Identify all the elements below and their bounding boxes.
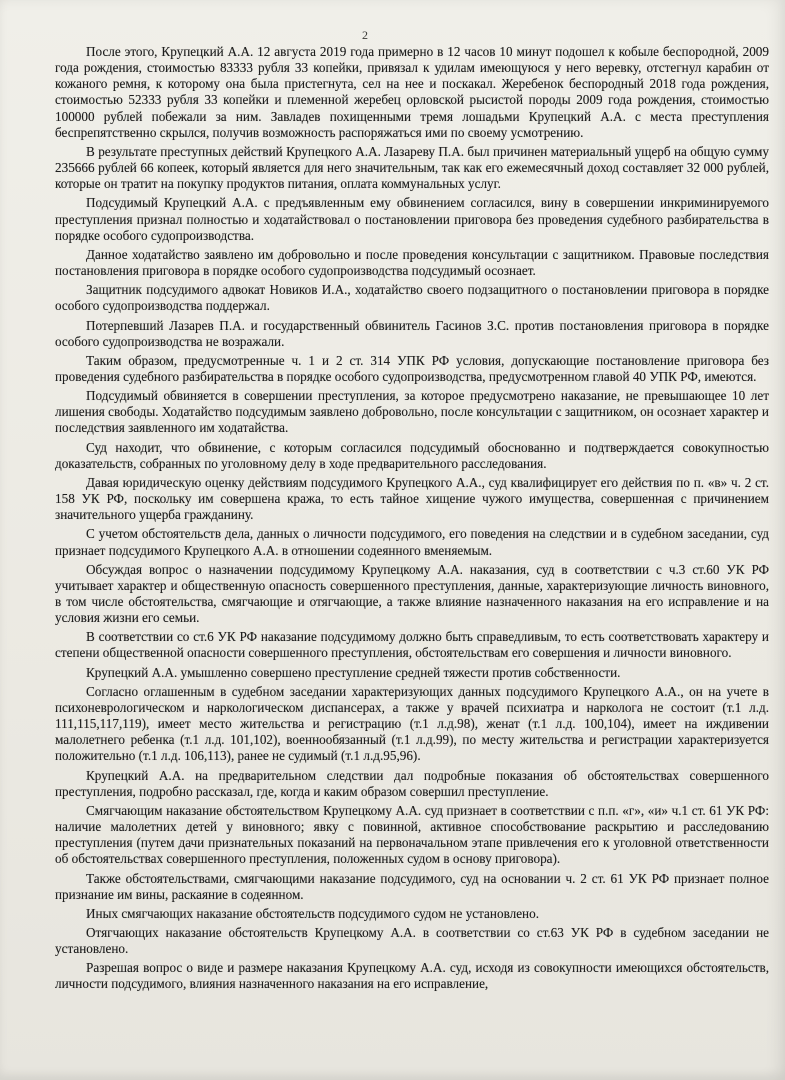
paragraph: В результате преступных действий Крупецкого А.А. Лазареву П.А. был причинен материальный ущерб на общую сумму 235666 рублей 66 копеек, который является для него значительным, так как его ежемесячный доход составляет 32 000 рублей, которые он тратит на покупку продуктов питания, оплата коммунальных услуг. [55,143,769,192]
paragraph: Согласно оглашенным в судебном заседании характеризующих данных подсудимого Крупецкого А.А., он на учете в психоневрологическом и наркологическом диспансерах, а также у врачей психиатра и нарколога не состоит (т.1 л.д. 111,115,117,119), имеет место жительства и регистрацию (т.1 л.д.98), женат (т.1 л.д. 100,104), имеет на иждивении малолетнего ребенка (т.1 л.д. 101,102), военнообязанный (т.1 л.д.99), по месту жительства и регистрации характеризуется положительно (т.1 л.д. 106,113), ранее не судимый (т.1 л.д.95,96). [55,683,769,764]
paragraph: Защитник подсудимого адвокат Новиков И.А., ходатайство своего подзащитного о постановлении приговора в порядке особого судопроизводства поддержал. [55,282,769,314]
paragraph: В соответствии со ст.6 УК РФ наказание подсудимому должно быть справедливым, то есть соответствовать характеру и степени общественной опасности совершенного преступления, обстоятельствам его совершения и личности виновного. [55,629,769,661]
paragraph: Отягчающих наказание обстоятельств Крупецкому А.А. в соответствии со ст.63 УК РФ в судебном заседании не установлено. [55,924,769,957]
paragraph: Также обстоятельствами, смягчающими наказание подсудимого, суд на основании ч. 2 ст. 61 УК РФ признает полное признание им вины, раскаяние в содеянном. [55,870,769,902]
paragraph: Крупецкий А.А. умышленно совершено преступление средней тяжести против собственности. [86,664,621,680]
document-body [55,44,769,996]
paragraph: Потерпевший Лазарев П.А. и государственный обвинитель Гасинов З.С. против постановления приговора в порядке особого судопроизводства не возражали. [55,317,769,349]
paragraph: Данное ходатайство заявлено им добровольно и после проведения консультации с защитником. Правовые последствия постановления приговора в порядке особого судопроизводства подсудимый осознает. [55,246,769,279]
paragraph: С учетом обстоятельств дела, данных о личности подсудимого, его поведения на следствии и в судебном заседании, суд признает подсудимого Крупецкого А.А. в отношении содеянного вменяемым. [55,526,769,558]
paragraph: После этого, Крупецкий А.А. 12 августа 2019 года примерно в 12 часов 10 минут подошел к кобыле беспородной, 2009 года рождения, стоимостью 83333 рубля 33 копейки, привязал к удилам имеющуюся у него веревку, отстегнул карабин от кожаного ремня, к которому она была пристегнута, сел на нее и поскакал. Жеребенок беспородный 2018 года рождения, стоимостью 52333 рубля 33 копейки и племенной жеребец орловской рысистой породы 2009 года рождения, стоимостью 100000 рублей побежали за ним. Завладев похищенными тремя лошадьми Крупецкий А.А. с места преступления беспрепятственно скрылся, получив возможность распоряжаться ими по своему усмотрению. [55,44,769,140]
paragraph: Давая юридическую оценку действиям подсудимого Крупецкого А.А., суд квалифицирует его действия по п. «в» ч. 2 ст. 158 УК РФ, поскольку им совершена кража, то есть тайное хищение чужого имущества, совершенная с причинением значительного ущерба гражданину. [55,474,769,523]
paragraph: Иных смягчающих наказание обстоятельств подсудимого судом не установлено. [86,905,540,921]
paragraph: Таким образом, предусмотренные ч. 1 и 2 ст. 314 УПК РФ условия, допускающие постановление приговора без проведения судебного разбирательства в порядке особого судопроизводства, предусмотренном главой 40 УПК РФ, имеются. [55,352,769,384]
paragraph: Разрешая вопрос о виде и размере наказания Крупецкому А.А. суд, исходя из совокупности имеющихся обстоятельств, личности подсудимого, влияния назначенного наказания на его исправление, [55,960,769,992]
page-number: 2 [362,28,368,42]
paragraph: Крупецкий А.А. на предварительном следствии дал подробные показания об обстоятельствах совершенного преступления, подробно рассказал, где, когда и каким образом совершил преступление. [55,767,769,799]
paragraph: Суд находит, что обвинение, с которым согласился подсудимый обоснованно и подтверждается совокупностью доказательств, собранных по уголовному делу в ходе предварительного расследования. [55,439,769,471]
paragraph: Обсуждая вопрос о назначении подсудимому Крупецкому А.А. наказания, суд в соответствии с ч.3 ст.60 УК РФ учитывает характер и общественную опасность совершенного преступления, данные, характеризующие личность виновного, в том числе обстоятельства, смягчающие и отягчающие, а также влияние назначенного наказания на его исправление и на условия жизни его семьи. [55,561,769,626]
paragraph: Подсудимый обвиняется в совершении преступления, за которое предусмотрено наказание, не превышающее 10 лет лишения свободы. Ходатайство подсудимым заявлено добровольно, после консультации с защитником, он осознает характер и последствия заявленного им ходатайства. [55,388,769,436]
paragraph: Смягчающим наказание обстоятельством Крупецкому А.А. суд признает в соответствии с п.п. «г», «и» ч.1 ст. 61 УК РФ: наличие малолетних детей у виновного; явку с повинной, активное способствование раскрытию и расследованию преступления (путем дачи признательных показаний на первоначальном этапе привлечения его к уголовной ответственности об обстоятельствах совершенного преступления, положенных судом в основу приговора). [55,802,769,867]
paragraph: Подсудимый Крупецкий А.А. с предъявленным ему обвинением согласился, вину в совершении инкриминируемого преступления признал полностью и ходатайствовал о постановлении приговора без проведения судебного разбирательства в порядке особого судопроизводства. [55,195,769,243]
